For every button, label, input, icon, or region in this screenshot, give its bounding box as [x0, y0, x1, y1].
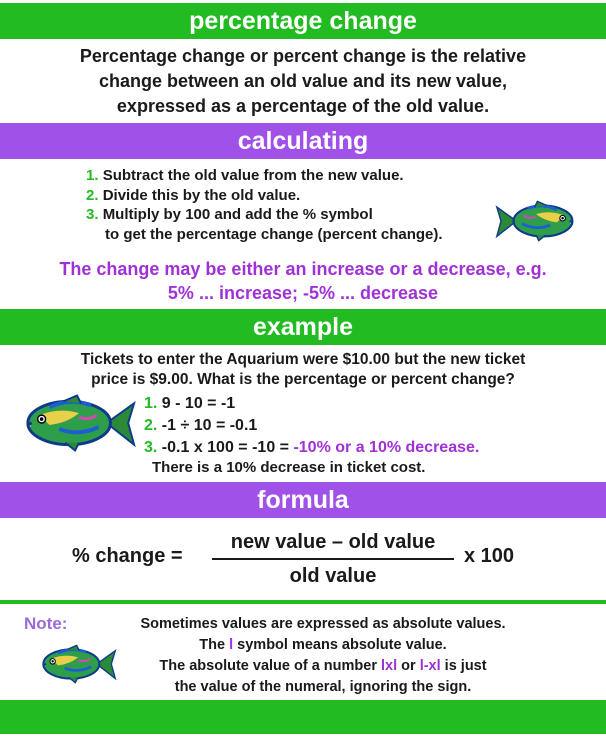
- note-line: 5% ... increase; -5% ... decrease: [167, 283, 439, 303]
- parrotfish-icon: [494, 196, 578, 246]
- example-question: [0, 350, 606, 390]
- section-header-percentage-change: percentage change: [0, 3, 606, 39]
- step-number: 3.: [86, 206, 99, 223]
- abs-neg-x: l-xl: [419, 658, 441, 674]
- example-step-2: [144, 415, 479, 437]
- formula-denominator: old value: [289, 565, 377, 587]
- note-line: Sometimes values are expressed as absolute values.: [140, 616, 506, 632]
- step-1: [86, 166, 443, 186]
- step-number: 2.: [144, 417, 158, 434]
- step-number: 3.: [144, 439, 158, 456]
- note-text-part: symbol means absolute value.: [233, 637, 447, 653]
- step-number: 1.: [86, 167, 99, 184]
- note-line: the value of the numeral, ignoring the sign.: [174, 679, 472, 695]
- note-text-part: or: [397, 658, 420, 674]
- note-text-part: is just: [440, 658, 487, 674]
- formula-lhs: % change =: [72, 545, 183, 567]
- abs-x: lxl: [381, 658, 398, 674]
- step-3-continued: to get the percentage change (percent change).: [105, 225, 443, 243]
- section-header-formula: formula: [0, 482, 606, 518]
- formula-numerator: new value – old value: [230, 531, 436, 553]
- formula-multiplier: x 100: [464, 545, 515, 567]
- step-text: Divide this by the old value.: [102, 186, 301, 204]
- note-line: The change may be either an increase or a decrease, e.g.: [59, 259, 547, 279]
- note-line: [108, 635, 538, 656]
- parrotfish-icon: [38, 640, 118, 688]
- example-step-1: [144, 393, 479, 415]
- divider-line: [0, 600, 606, 604]
- increase-decrease-note: [0, 257, 606, 305]
- note-text-part: The: [199, 637, 230, 653]
- abs-symbol: l: [229, 637, 234, 653]
- step-text: -1 ÷ 10 = -0.1: [161, 417, 258, 434]
- definition-line: Percentage change or percent change is the relative: [79, 46, 527, 66]
- parrotfish-icon: [20, 393, 138, 453]
- step-text: 9 - 10 = -1: [161, 395, 236, 412]
- step-number: 1.: [144, 395, 158, 412]
- note-text: [108, 614, 538, 698]
- step-3: [86, 205, 443, 225]
- footer-bar: [0, 700, 606, 734]
- section-header-example: example: [0, 309, 606, 345]
- definition-line: expressed as a percentage of the old value.: [116, 96, 490, 116]
- note-label: Note:: [24, 614, 68, 633]
- step-number: 2.: [86, 186, 99, 204]
- step-text: Subtract the old value from the new value.: [102, 167, 404, 184]
- step-2: [86, 186, 443, 206]
- note-line: [108, 656, 538, 677]
- question-line: Tickets to enter the Aquarium were $10.00 but the new ticket: [80, 351, 526, 368]
- result-highlight: -10% or a 10% decrease.: [293, 439, 480, 456]
- calculating-steps: [86, 166, 443, 244]
- definition-text: [0, 44, 606, 119]
- definition-line: change between an old value and its new value,: [98, 71, 508, 91]
- step-text: -0.1 x 100 = -10 =: [161, 439, 294, 456]
- example-conclusion: There is a 10% decrease in ticket cost.: [152, 459, 426, 476]
- fraction-bar: [212, 558, 454, 560]
- note-text-part: The absolute value of a number: [159, 658, 381, 674]
- section-header-calculating: calculating: [0, 123, 606, 159]
- question-line: price is $9.00. What is the percentage or percent change?: [91, 371, 515, 388]
- step-text: Multiply by 100 and add the % symbol: [102, 206, 373, 223]
- example-step-3: [144, 437, 479, 459]
- example-steps: [144, 393, 479, 459]
